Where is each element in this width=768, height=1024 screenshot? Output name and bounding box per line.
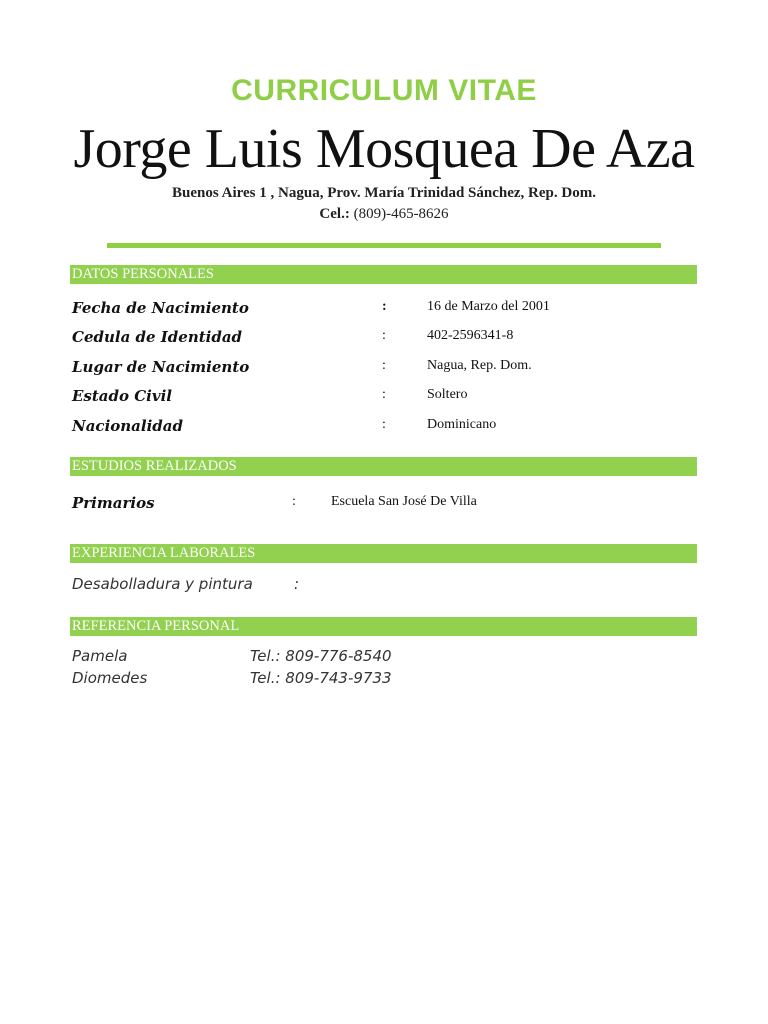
document-title: CURRICULUM VITAE — [231, 74, 537, 107]
reference-phone: Tel.: 809-743-9733 — [250, 669, 392, 687]
field-label: Lugar de Nacimiento — [72, 358, 250, 376]
field-label: Cedula de Identidad — [72, 328, 243, 346]
header-divider — [107, 243, 661, 248]
field-label: Primarios — [72, 494, 155, 512]
reference-name: Diomedes — [72, 669, 148, 687]
studies-row — [72, 494, 692, 516]
address-line: Buenos Aires 1 , Nagua, Prov. María Trinidad Sánchez, Rep. Dom. — [172, 185, 596, 201]
experience-separator: : — [294, 575, 300, 593]
phone-line — [0, 206, 768, 223]
candidate-name: Jorge Luis Mosquea De Aza — [73, 118, 695, 180]
field-label: Fecha de Nacimiento — [72, 299, 249, 317]
field-value: 16 de Marzo del 2001 — [427, 299, 550, 314]
reference-phone: Tel.: 809-776-8540 — [250, 647, 392, 665]
field-separator: : — [382, 299, 387, 314]
field-separator: : — [382, 328, 386, 343]
field-label: Nacionalidad — [72, 417, 183, 435]
section-header-datos-personales: DATOS PERSONALES — [70, 265, 697, 284]
personal-data-row — [72, 417, 692, 439]
field-separator: : — [382, 417, 386, 432]
field-value: 402-2596341-8 — [427, 328, 514, 343]
field-separator: : — [292, 494, 296, 509]
field-value: Nagua, Rep. Dom. — [427, 358, 532, 373]
field-value: Soltero — [427, 387, 468, 402]
personal-data-row — [72, 358, 692, 380]
personal-data-row — [72, 328, 692, 350]
field-separator: : — [382, 387, 386, 402]
experience-item: Desabolladura y pintura — [72, 575, 253, 593]
phone-label: Cel.: — [319, 206, 350, 222]
personal-data-row — [72, 299, 692, 321]
personal-data-row — [72, 387, 692, 409]
section-header-referencias: REFERENCIA PERSONAL — [70, 617, 697, 636]
phone-value: (809)-465-8626 — [353, 206, 449, 222]
field-label: Estado Civil — [72, 387, 172, 405]
section-header-estudios: ESTUDIOS REALIZADOS — [70, 457, 697, 476]
section-header-experiencia: EXPERIENCIA LABORALES — [70, 544, 697, 563]
field-value: Dominicano — [427, 417, 497, 432]
field-separator: : — [382, 358, 386, 373]
field-value: Escuela San José De Villa — [331, 494, 477, 509]
reference-name: Pamela — [72, 647, 128, 665]
